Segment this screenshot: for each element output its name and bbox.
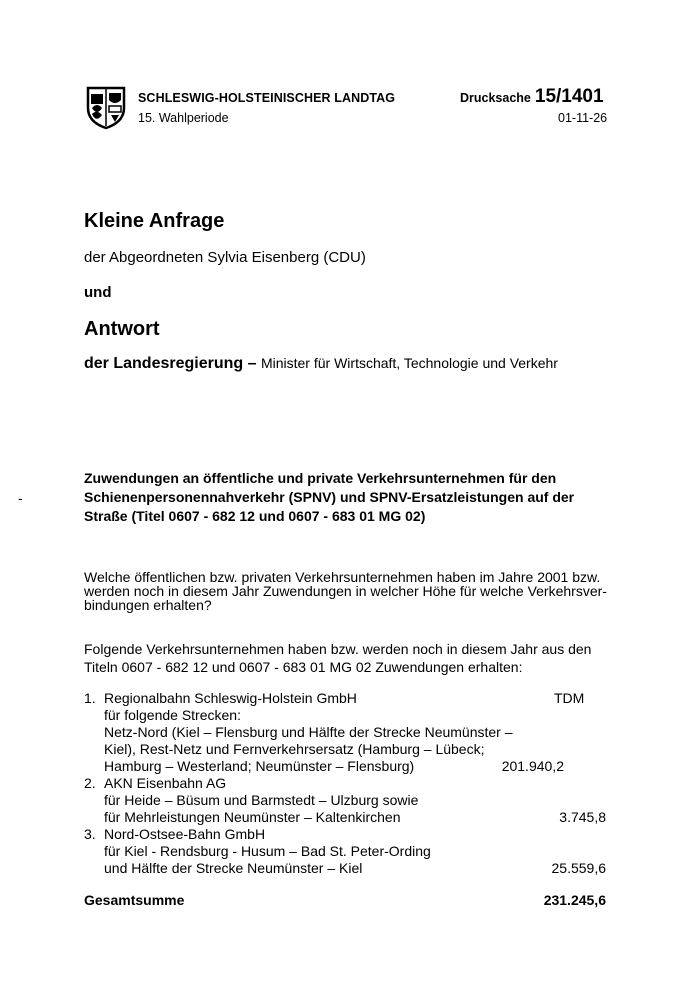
abgeordnete-line: der Abgeordneten Sylvia Eisenberg (CDU) (84, 249, 366, 266)
route-text: für Heide – Büsum und Barmstedt – Ulzburg sowie (104, 792, 419, 808)
legislative-period: 15. Wahlperiode (138, 111, 229, 125)
document-date: 01-11-26 (558, 111, 608, 125)
amount-value: 25.559,6 (551, 860, 606, 876)
total-label: Gesamtsumme (84, 892, 185, 908)
heading-kleine-anfrage: Kleine Anfrage (84, 210, 225, 232)
intro-line: Folgende Verkehrsunternehmen haben bzw. werden noch in diesem Jahr aus den (84, 641, 592, 657)
route-text: für Kiel - Rendsburg - Husum – Bad St. Peter-Ording (104, 843, 431, 859)
list-item-line (84, 741, 606, 758)
list-item (84, 690, 606, 707)
list-item (84, 775, 606, 792)
answer-intro (84, 640, 624, 676)
company-name: Regionalbahn Schleswig-Holstein GmbH (104, 690, 357, 706)
parliament-name: SCHLESWIG-HOLSTEINISCHER LANDTAG (138, 91, 396, 105)
landtag-coat-of-arms-logo (84, 82, 128, 130)
drucksache-number: 15/1401 (534, 86, 604, 107)
subject-line: Zuwendungen an öffentliche und private Verkehrsunternehmen für den (84, 470, 557, 486)
landesregierung-label: der Landesregierung – (84, 355, 257, 372)
heading-antwort: Antwort (84, 318, 160, 340)
intro-line: Titeln 0607 - 682 12 und 0607 - 683 01 MG 02 Zuwendungen erhalten: (84, 659, 523, 675)
route-text: für Mehrleistungen Neumünster – Kaltenkirchen (104, 809, 401, 825)
question-line: bindungen erhalten? (84, 597, 212, 613)
subject-line: Schienenpersonennahverkehr (SPNV) und SPNV-Ersatzleistungen auf der (84, 489, 575, 505)
ministerium-label: Minister für Wirtschaft, Technologie und Verkehr (260, 355, 558, 371)
total-amount: 231.245,6 (543, 892, 606, 908)
subject-line: Straße (Titel 0607 - 682 12 und 0607 - 683 01 MG 02) (84, 508, 426, 524)
list-item-line (84, 758, 606, 775)
company-name: AKN Eisenbahn AG (104, 775, 227, 791)
list-item-line (84, 707, 606, 724)
question-line: Welche öffentlichen bzw. privaten Verkehrsunternehmen haben im Jahre 2001 bzw. (84, 569, 601, 585)
question-line: werden noch in diesem Jahr Zuwendungen in welcher Höhe für welche Verkehrsver- (84, 583, 607, 599)
list-item-line (84, 724, 606, 741)
drucksache-reference (460, 86, 604, 108)
item-number: 3. (84, 826, 96, 842)
list-item-line (84, 860, 606, 877)
drucksache-label: Drucksache (460, 91, 531, 105)
subject-block (84, 469, 604, 526)
item-number: 2. (84, 775, 96, 791)
und-line: und (84, 284, 112, 301)
amount-value: 201.940,2 (501, 758, 564, 774)
list-item-line (84, 809, 606, 826)
unit-label: TDM (554, 690, 585, 706)
amount-value: 3.745,8 (559, 809, 606, 825)
route-text: Hamburg – Westerland; Neumünster – Flensburg) (104, 758, 415, 774)
route-text: Netz-Nord (Kiel – Flensburg und Hälfte der Strecke Neumünster – (104, 724, 513, 740)
question-block (84, 570, 614, 612)
company-name: Nord-Ostsee-Bahn GmbH (104, 826, 266, 842)
list-item-line (84, 792, 606, 809)
margin-mark: - (18, 490, 23, 506)
funding-list (84, 690, 606, 877)
landesregierung-line (84, 355, 558, 373)
list-item (84, 826, 606, 843)
route-text: und Hälfte der Strecke Neumünster – Kiel (104, 860, 363, 876)
list-item-line (84, 843, 606, 860)
route-text: für folgende Strecken: (104, 707, 241, 723)
item-number: 1. (84, 690, 96, 706)
route-text: Kiel), Rest-Netz und Fernverkehrsersatz (Hamburg – Lübeck; (104, 741, 485, 757)
